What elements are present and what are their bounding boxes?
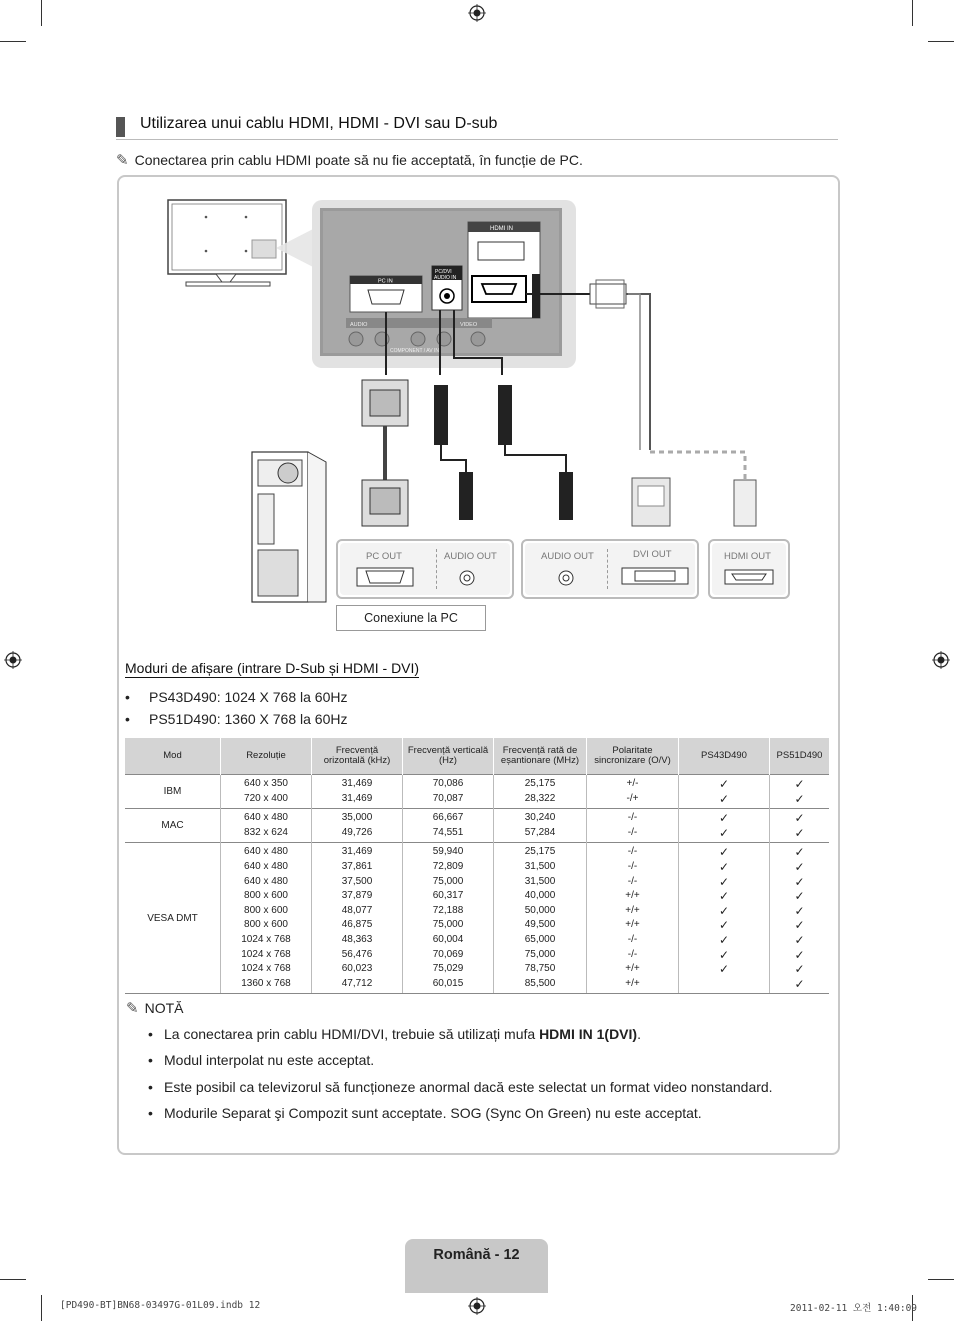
value-cell: [403, 809, 494, 843]
pc-connector-group-1: [336, 539, 514, 599]
cell-value: 31,500: [524, 861, 556, 872]
crop-mark: [0, 1279, 26, 1280]
cell-value: -/-: [627, 846, 638, 858]
cell-value: -/-: [627, 875, 638, 887]
value-cell: [312, 809, 403, 843]
bullet-dot: •: [148, 1026, 153, 1042]
cell-value: 31,500: [524, 875, 556, 887]
table-header-row: [125, 738, 829, 775]
dvi-out-label: DVI OUT: [633, 549, 672, 560]
dvi-port-icon: [621, 567, 689, 585]
cell-value: 49,726: [341, 826, 373, 838]
tv-illustration: [168, 200, 315, 286]
cell-value: 75,000: [432, 919, 464, 931]
display-modes-table: [125, 738, 829, 994]
registration-mark-icon: [468, 1297, 486, 1315]
value-cell: [587, 843, 679, 994]
check-mark-icon: ✓: [718, 889, 730, 904]
cell-value: 49,500: [524, 919, 556, 931]
cell-value: 640 x 480: [244, 812, 288, 824]
cell-value: 31,469: [341, 792, 373, 804]
cell-value: +/+: [625, 919, 640, 931]
pencil-note-icon: ✎: [116, 152, 129, 169]
check-mark-icon: ✓: [718, 962, 730, 977]
vga-port-icon: [356, 567, 414, 587]
section-title: [116, 115, 838, 140]
col-header-mode: Mod: [125, 738, 221, 775]
hdmi-port-icon: [724, 569, 774, 585]
check-mark-icon: ✓: [794, 962, 805, 977]
table-row: [125, 843, 829, 994]
value-cell: [679, 775, 770, 809]
check-mark-icon: ✓: [718, 811, 730, 826]
value-cell: [587, 809, 679, 843]
cell-value: 1024 x 768: [241, 948, 291, 960]
check-mark-icon: ✓: [794, 777, 805, 791]
col-header-polarity: Polaritate sincronizare (O/V): [587, 738, 679, 775]
check-mark-icon: ✓: [718, 932, 730, 947]
diagram-caption: Conexiune la PC: [336, 605, 486, 631]
col-header-ps43: PS43D490: [679, 738, 770, 775]
section-title-text: Utilizarea unui cablu HDMI, HDMI - DVI sau D-sub: [140, 115, 498, 132]
cell-value: 70,069: [432, 948, 464, 960]
check-mark-icon: ✓: [794, 932, 805, 947]
svg-text:COMPONENT / AV IN: COMPONENT / AV IN: [390, 348, 439, 354]
cell-value: 46,875: [341, 919, 373, 931]
cell-value: 1024 x 768: [241, 933, 291, 945]
svg-text:PC IN: PC IN: [378, 278, 393, 285]
crop-mark: [912, 0, 913, 26]
cell-value: 60,004: [432, 933, 464, 945]
cell-value: 60,317: [432, 890, 464, 902]
col-header-vfreq: Frecvență verticală (Hz): [403, 738, 494, 775]
mode-bullet-1: [125, 689, 347, 705]
check-mark-icon: [679, 977, 769, 992]
col-header-resolution: Rezoluție: [221, 738, 312, 775]
cell-value: -/-: [627, 948, 638, 960]
check-mark-icon: ✓: [794, 903, 805, 918]
cell-value: 59,940: [432, 846, 464, 858]
check-mark-icon: ✓: [794, 874, 805, 889]
check-mark-icon: ✓: [718, 947, 730, 962]
check-mark-icon: ✓: [794, 889, 805, 904]
cell-value: 30,240: [524, 812, 556, 824]
pc-connector-group-2: [521, 539, 699, 599]
modes-title: Moduri de afișare (intrare D-Sub și HDMI - DVI): [125, 660, 420, 676]
cell-value: +/+: [625, 890, 640, 902]
cell-value: +/+: [625, 977, 640, 989]
cell-value: 70,086: [432, 778, 464, 789]
cell-value: 1360 x 768: [241, 977, 291, 989]
cell-value: 31,469: [341, 846, 373, 858]
check-mark-icon: ✓: [794, 791, 805, 806]
check-mark-icon: ✓: [718, 825, 730, 840]
mode-cell: VESA DMT: [125, 843, 221, 994]
cell-value: 60,023: [341, 963, 373, 975]
cell-value: 75,000: [524, 948, 556, 960]
table-row: [125, 809, 829, 843]
check-mark-icon: ✓: [718, 874, 730, 889]
svg-text:AUDIO IN: AUDIO IN: [434, 275, 457, 281]
hdmi-out-label: HDMI OUT: [724, 551, 771, 562]
pc-connector-group-3: [708, 539, 790, 599]
cell-value: -/-: [627, 933, 638, 945]
value-cell: [221, 809, 312, 843]
cell-value: 37,861: [341, 861, 373, 872]
registration-mark-icon: [4, 651, 22, 669]
cell-value: 640 x 480: [244, 875, 288, 887]
bullet-dot: •: [148, 1079, 153, 1095]
value-cell: [770, 775, 830, 809]
registration-mark-icon: [932, 651, 950, 669]
note-item-4-text: Modurile Separat şi Compozit sunt acceptate. SOG (Sync On Green) nu este acceptat.: [164, 1105, 702, 1121]
connector-divider: [436, 549, 437, 589]
value-cell: [221, 843, 312, 994]
mode-bullet-2: [125, 711, 347, 727]
note-item-3-text: Este posibil ca televizorul să funcționeze anormal dacă este selectat un format video nonstandard.: [164, 1079, 773, 1095]
cell-value: 50,000: [524, 904, 556, 916]
cell-value: 800 x 600: [244, 919, 288, 931]
cell-value: 56,476: [341, 948, 373, 960]
cell-value: 25,175: [524, 846, 556, 858]
cell-value: 48,363: [341, 933, 373, 945]
value-cell: [770, 843, 830, 994]
cell-value: 37,500: [341, 875, 373, 887]
page-number: Română - 12: [433, 1247, 520, 1263]
bullet-dot: •: [148, 1052, 153, 1068]
cell-value: +/-: [626, 778, 639, 789]
value-cell: [221, 775, 312, 809]
cell-value: 70,087: [432, 792, 464, 804]
cell-value: 720 x 400: [244, 792, 288, 804]
value-cell: [312, 775, 403, 809]
cell-value: 75,000: [432, 875, 464, 887]
note-heading: [126, 999, 183, 1017]
col-header-hfreq: Frecvență orizontală (kHz): [312, 738, 403, 775]
note-item-1: [148, 1026, 641, 1042]
check-mark-icon: ✓: [794, 918, 805, 933]
cell-value: -/+: [626, 792, 639, 804]
cell-value: 85,500: [524, 977, 556, 989]
cell-value: 28,322: [524, 792, 556, 804]
cell-value: 31,469: [341, 778, 373, 789]
crop-mark: [928, 1279, 954, 1280]
cell-value: 75,029: [432, 963, 464, 975]
cell-value: -/-: [627, 861, 638, 872]
crop-mark: [0, 41, 26, 42]
cell-value: 640 x 480: [244, 846, 288, 858]
note-item-1-suffix: .: [637, 1026, 641, 1042]
cell-value: 60,015: [432, 977, 464, 989]
section-title-bar: [116, 117, 125, 137]
audio-jack-icon: [458, 569, 476, 587]
check-mark-icon: ✓: [718, 860, 730, 874]
page-number-tab: [405, 1239, 548, 1293]
note-item-1-prefix: La conectarea prin cablu HDMI/DVI, trebuie să utilizați mufa: [164, 1026, 540, 1042]
registration-mark-icon: [468, 4, 486, 22]
cell-value: 74,551: [432, 826, 464, 838]
cell-value: 800 x 600: [244, 904, 288, 916]
table-row: [125, 775, 829, 809]
value-cell: [403, 775, 494, 809]
note-item-1-bold: HDMI IN 1(DVI): [539, 1026, 638, 1042]
bullet-dot: •: [125, 689, 130, 705]
value-cell: [494, 809, 587, 843]
value-cell: [679, 843, 770, 994]
cell-value: -/-: [627, 812, 638, 824]
crop-mark: [41, 0, 42, 26]
crop-mark: [928, 41, 954, 42]
audio-out-label-1: AUDIO OUT: [444, 551, 497, 562]
note-item-3: [148, 1079, 773, 1095]
check-mark-icon: ✓: [794, 811, 805, 826]
value-cell: [494, 775, 587, 809]
value-cell: [679, 809, 770, 843]
mode-bullet-1-text: PS43D490: 1024 X 768 la 60Hz: [149, 689, 348, 705]
hdmi-note-text: Conectarea prin cablu HDMI poate să nu fie acceptată, în funcție de PC.: [134, 152, 583, 168]
svg-text:HDMI IN: HDMI IN: [490, 226, 513, 232]
svg-text:PC/DVI: PC/DVI: [435, 269, 452, 275]
footer-timestamp: 2011-02-11 오전 1:40:09: [790, 1303, 918, 1314]
svg-text:VIDEO: VIDEO: [460, 322, 478, 328]
cell-value: 72,809: [432, 861, 464, 872]
value-cell: [770, 809, 830, 843]
cell-value: 37,879: [341, 890, 373, 902]
note-item-4: [148, 1105, 702, 1121]
bullet-dot: •: [125, 711, 130, 727]
check-mark-icon: ✓: [718, 777, 730, 791]
cell-value: 66,667: [432, 812, 464, 824]
cell-value: +/+: [625, 904, 640, 916]
value-cell: [494, 843, 587, 994]
col-header-ps51: PS51D490: [770, 738, 830, 775]
cell-value: 832 x 624: [244, 826, 288, 838]
cell-value: 35,000: [341, 812, 373, 824]
check-mark-icon: ✓: [718, 845, 730, 860]
crop-mark: [41, 1295, 42, 1321]
cell-value: -/-: [627, 826, 638, 838]
audio-out-label-2: AUDIO OUT: [541, 551, 594, 562]
pencil-note-icon: ✎: [126, 1000, 139, 1017]
note-item-2: [148, 1052, 374, 1068]
check-mark-icon: ✓: [718, 918, 730, 933]
note-heading-text: NOTĂ: [144, 1000, 184, 1016]
cell-value: +/+: [625, 963, 640, 975]
cell-value: 1024 x 768: [241, 963, 291, 975]
bullet-dot: •: [148, 1105, 153, 1121]
check-mark-icon: ✓: [794, 860, 805, 874]
cell-value: 40,000: [524, 890, 556, 902]
mode-cell: IBM: [125, 775, 221, 809]
value-cell: [312, 843, 403, 994]
cell-value: 800 x 600: [244, 890, 288, 902]
cell-value: 57,284: [524, 826, 556, 838]
connector-divider: [607, 549, 608, 589]
check-mark-icon: ✓: [718, 791, 730, 806]
cell-value: 65,000: [524, 933, 556, 945]
note-item-2-text: Modul interpolat nu este acceptat.: [164, 1052, 375, 1068]
hdmi-note: [116, 151, 583, 169]
check-mark-icon: ✓: [794, 845, 805, 860]
check-mark-icon: ✓: [794, 976, 805, 991]
mode-cell: MAC: [125, 809, 221, 843]
svg-text:AUDIO: AUDIO: [350, 322, 368, 328]
check-mark-icon: ✓: [718, 903, 730, 918]
cell-value: 47,712: [341, 977, 373, 989]
audio-jack-icon: [557, 569, 575, 587]
col-header-clock: Frecvență rată de eșantionare (MHz): [494, 738, 587, 775]
check-mark-icon: ✓: [794, 825, 805, 840]
cell-value: 640 x 350: [244, 778, 288, 789]
cell-value: 48,077: [341, 904, 373, 916]
cell-value: 78,750: [524, 963, 556, 975]
table-body: [125, 775, 829, 994]
pc-out-label: PC OUT: [366, 551, 402, 562]
cell-value: 72,188: [432, 904, 464, 916]
cell-value: 25,175: [524, 778, 556, 789]
value-cell: [587, 775, 679, 809]
mode-bullet-2-text: PS51D490: 1360 X 768 la 60Hz: [149, 711, 348, 727]
footer-file-info: [PD490-BT]BN68-03497G-01L09.indb 12: [60, 1300, 261, 1311]
check-mark-icon: ✓: [794, 947, 805, 962]
value-cell: [403, 843, 494, 994]
cell-value: 640 x 480: [244, 861, 288, 872]
